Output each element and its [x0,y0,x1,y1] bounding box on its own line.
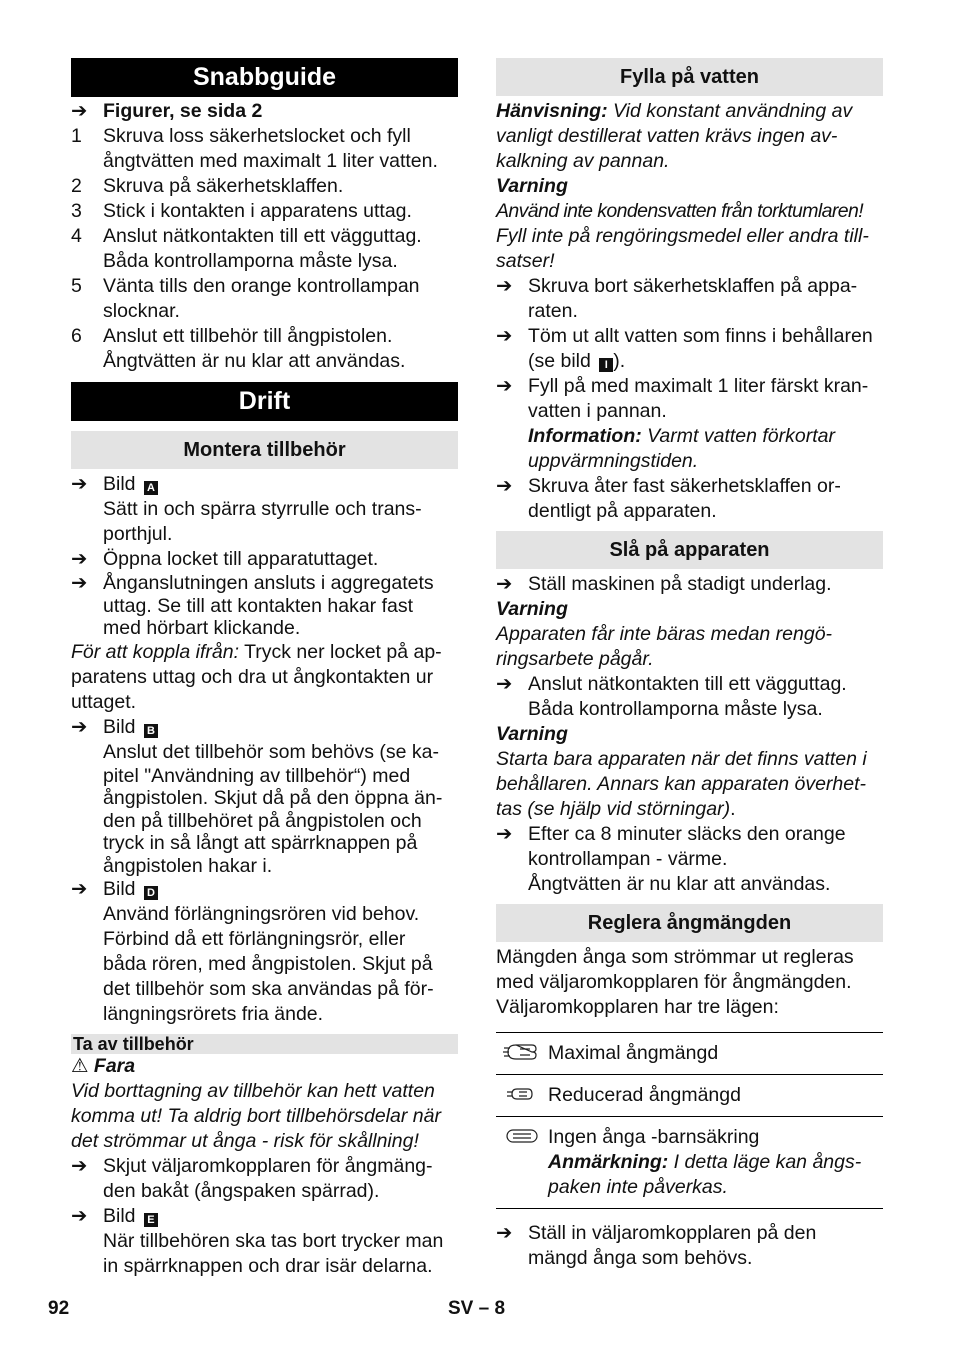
hanvisning-paragraph [496,99,883,124]
fill-step-line: dentligt på apparaten. [528,500,717,522]
max-steam-icon [502,1041,542,1063]
steam-setting-table [496,1032,883,1209]
arrow-right-icon: ➔ [71,100,88,122]
step-number: 1 [71,125,82,147]
bild-d-line: Använd förlängningsrören vid behov. [103,903,420,925]
table-cell: Maximal ångmängd [548,1042,719,1064]
bild-d-line: längningsrörets fria ände. [103,1003,324,1025]
decouple-line: paratens uttag och dra ut ångkontakten ur [71,665,434,688]
efter-line: Ångtvätten är nu klar att användas. [528,873,831,895]
arrow-right-icon: ➔ [496,1222,513,1244]
varning-line: behållaren. Annars kan apparaten överhet- [496,773,867,795]
fill-step-line: Töm ut allt vatten som finns i behållaren [528,325,873,347]
information-line: Varmt vatten förkortar [641,425,835,447]
varning-label: Varning [496,175,568,197]
open-lid-text: Öppna locket till apparatuttaget. [103,548,379,570]
arrow-right-icon: ➔ [496,475,513,497]
bild-b-line: den på tillbehöret på ångpistolen och [103,809,422,832]
steam-conn-line: uttag. Se till att kontakten hakar fast [103,594,414,617]
table-row [496,1117,883,1209]
figure-label-b: B [144,724,158,738]
bild-e-line: När tillbehören ska tas bort trycker man [103,1230,444,1252]
stall-step-text: Ställ maskinen på stadigt underlag. [528,573,832,595]
step-text: Båda kontrollamporna måste lysa. [103,250,398,272]
anslut-step [496,672,883,697]
skjut-line: den bakåt (ångspaken spärrad). [103,1180,380,1202]
varning-line: tas (se hjälp vid störningar) [496,798,731,820]
decouple-line: Tryck ner locket på ap- [239,640,442,663]
fill-step [496,374,883,399]
figure-label-a: A [144,481,158,495]
bild-b-line: ångpistolen. Skjut då på den öppna än- [103,787,443,809]
subsection-title-montera: Montera tillbehör [71,431,458,469]
fara-heading [71,1054,458,1079]
decouple-label: För att koppla ifrån: [71,640,239,663]
decouple-paragraph [71,640,458,665]
varning-label: Varning [496,598,568,620]
skjut-step [71,1154,458,1179]
reduced-steam-icon [502,1083,542,1105]
hanvisning-line: kalkning av pannan. [496,150,670,172]
step-number: 3 [71,200,82,222]
figure-label-d: D [144,886,158,900]
bild-a-step [71,472,458,497]
arrow-right-icon: ➔ [71,715,88,738]
left-column [71,58,458,1279]
fill-step-line-end: ). [613,350,626,372]
subsection-title-ta-av: Ta av tillbehör [71,1034,458,1054]
bild-d-line: Förbind då ett förlängningsrör, eller [103,928,406,950]
fill-step [496,274,883,299]
fill-step [496,474,883,499]
varning-line: Använd inte kondensvatten från torktumlaren! [496,200,864,222]
anmarkning-line: paken inte påverkas. [548,1176,728,1198]
bild-e-line: in spärrknappen och drar isär delarna. [103,1255,433,1277]
fill-step-line: (se bild [528,350,597,372]
bild-d-line: båda rören, med ångpistolen. Skjut på [103,953,433,975]
quickstart-step [71,124,458,149]
final-step [496,1221,883,1246]
fill-step [496,324,883,349]
step-text: Anslut nätkontakten till ett vägguttag. [103,225,422,247]
step-number: 2 [71,175,82,197]
fill-step-line: Fyll på med maximalt 1 liter färskt kran- [528,375,869,397]
arrow-right-icon: ➔ [496,325,513,347]
varning-line: ringsarbete pågår. [496,648,654,670]
steam-conn-line: med hörbart klickande. [103,617,301,639]
table-cell: Reducerad ångmängd [548,1084,741,1106]
fill-step-line: raten. [528,300,578,322]
arrow-right-icon: ➔ [71,473,88,495]
section-footer: SV – 8 [448,1298,506,1319]
figure-label-i: I [599,358,613,372]
section-title-snabbguide: Snabbguide [71,58,458,97]
figures-note-text: Figurer, se sida 2 [103,100,263,122]
anmarkning-line: I detta läge kan ångs- [668,1151,862,1173]
arrow-right-icon: ➔ [71,572,88,594]
arrow-right-icon: ➔ [496,573,513,595]
arrow-right-icon: ➔ [71,1205,88,1227]
information-label: Information: [528,425,642,447]
varning-line: Starta bara apparaten när det finns vatten i [496,748,867,770]
efter-line: kontrollampan - värme. [528,848,728,870]
reglera-line: Väljaromkopplaren har tre lägen: [496,996,779,1018]
bild-label: Bild [103,715,136,738]
bild-label: Bild [103,1205,136,1227]
information-line: uppvärmningstiden. [528,450,699,472]
quickstart-step-line [71,299,458,324]
section-title-drift: Drift [71,382,458,421]
efter-step [496,822,883,847]
table-row [496,1033,883,1075]
step-text: Anslut ett tillbehör till ångpistolen. [103,325,393,347]
hanvisning-line: vanligt destillerat vatten krävs ingen av- [496,125,838,147]
step-number: 5 [71,275,82,297]
varning-line-end: . [730,798,736,820]
bild-b-line: pitel "Användning av tillbehör“) med [103,764,411,787]
reglera-line: med väljaromkopplaren för ångmängden. [496,971,852,993]
warning-triangle-icon: ⚠ [71,1055,89,1077]
decouple-line: uttaget. [71,690,137,713]
arrow-right-icon: ➔ [496,673,513,695]
bild-d-line: det tillbehör som ska användas på för- [103,978,434,1000]
bild-e-step [71,1204,458,1229]
fill-step-line: Skruva bort säkerhetsklaffen på appa- [528,275,858,297]
subsection-title-sla: Slå på apparaten [496,531,883,569]
right-column [496,58,883,1271]
arrow-right-icon: ➔ [496,275,513,297]
figures-note [71,99,458,124]
skjut-line: Skjut väljaromkopplaren för ångmäng- [103,1155,433,1177]
stall-step [496,572,883,597]
varning-line: Apparaten får inte bäras medan rengö- [496,623,833,645]
fara-line: det strömmar ut ånga - risk för skållning! [71,1130,419,1152]
fara-line: komma ut! Ta aldrig bort tillbehörsdelar när [71,1105,441,1127]
fara-line: Vid borttagning av tillbehör kan hett vatten [71,1080,435,1102]
quickstart-step [71,199,458,224]
bild-a-line: porthjul. [103,523,173,545]
efter-line: Efter ca 8 minuter släcks den orange [528,823,846,845]
subsection-title-fylla: Fylla på vatten [496,58,883,96]
anslut-line: Båda kontrollamporna måste lysa. [528,698,823,720]
bild-b-step [71,715,458,740]
reglera-line: Mängden ånga som strömmar ut regleras [496,946,854,968]
step-text: Skruva loss säkerhetslocket och fyll [103,125,411,147]
fill-step-line: Skruva åter fast säkerhetsklaffen or- [528,475,841,497]
steam-conn-line: Ånganslutningen ansluts i aggregatets [103,572,434,594]
bild-b-line: Anslut det tillbehör som behövs (se ka- [103,740,439,763]
bild-a-line: Sätt in och spärra styrrulle och trans- [103,498,422,520]
final-line: mängd ånga som behövs. [528,1247,753,1269]
subsection-title-reglera: Reglera ångmängden [496,904,883,942]
steam-connection-step [71,572,458,595]
table-cell: Ingen ånga -barnsäkring [548,1126,760,1148]
step-text: Skruva på säkerhetsklaffen. [103,175,344,197]
step-text: Vänta tills den orange kontrollampan [103,275,420,297]
fara-label: Fara [93,1055,136,1077]
hanvisning-line: Vid konstant användning av [607,100,853,122]
varning-line: Fyll inte på rengöringsmedel eller andra till- [496,225,869,247]
step-number: 4 [71,225,82,247]
bild-d-step [71,877,458,902]
quickstart-step-line [71,249,458,274]
anmarkning-label: Anmärkning: [548,1151,669,1173]
arrow-right-icon: ➔ [496,823,513,845]
arrow-right-icon: ➔ [71,1155,88,1177]
bild-b-line: ångpistolen hakar i. [103,854,273,877]
varning-label: Varning [496,723,568,745]
quickstart-step [71,324,458,349]
quickstart-step-line [71,149,458,174]
quickstart-steps [71,124,458,374]
step-number: 6 [71,325,82,347]
arrow-right-icon: ➔ [71,548,88,570]
open-lid-step [71,547,458,572]
quickstart-step [71,224,458,249]
bild-b-line: tryck in så långt att spärrknappen på [103,832,418,854]
anslut-line: Anslut nätkontakten till ett vägguttag. [528,673,847,695]
final-line: Ställ in väljaromkopplaren på den [528,1222,817,1244]
figure-label-e: E [144,1213,158,1227]
hanvisning-label: Hänvisning: [496,100,608,122]
quickstart-step [71,174,458,199]
table-row [496,1075,883,1117]
step-text: slocknar. [103,300,180,322]
no-steam-icon [502,1125,542,1147]
quickstart-step [71,274,458,299]
bild-label: Bild [103,473,136,495]
step-text: Stick i kontakten i apparatens uttag. [103,200,412,222]
quickstart-step-line [71,349,458,374]
varning-line: satser! [496,250,555,272]
fill-step-line: vatten i pannan. [528,400,667,422]
arrow-right-icon: ➔ [496,375,513,397]
page-number: 92 [48,1298,70,1319]
step-text: ångtvätten med maximalt 1 liter vatten. [103,150,438,172]
step-text: Ångtvätten är nu klar att användas. [103,350,406,372]
arrow-right-icon: ➔ [71,878,88,900]
bild-label: Bild [103,878,136,900]
